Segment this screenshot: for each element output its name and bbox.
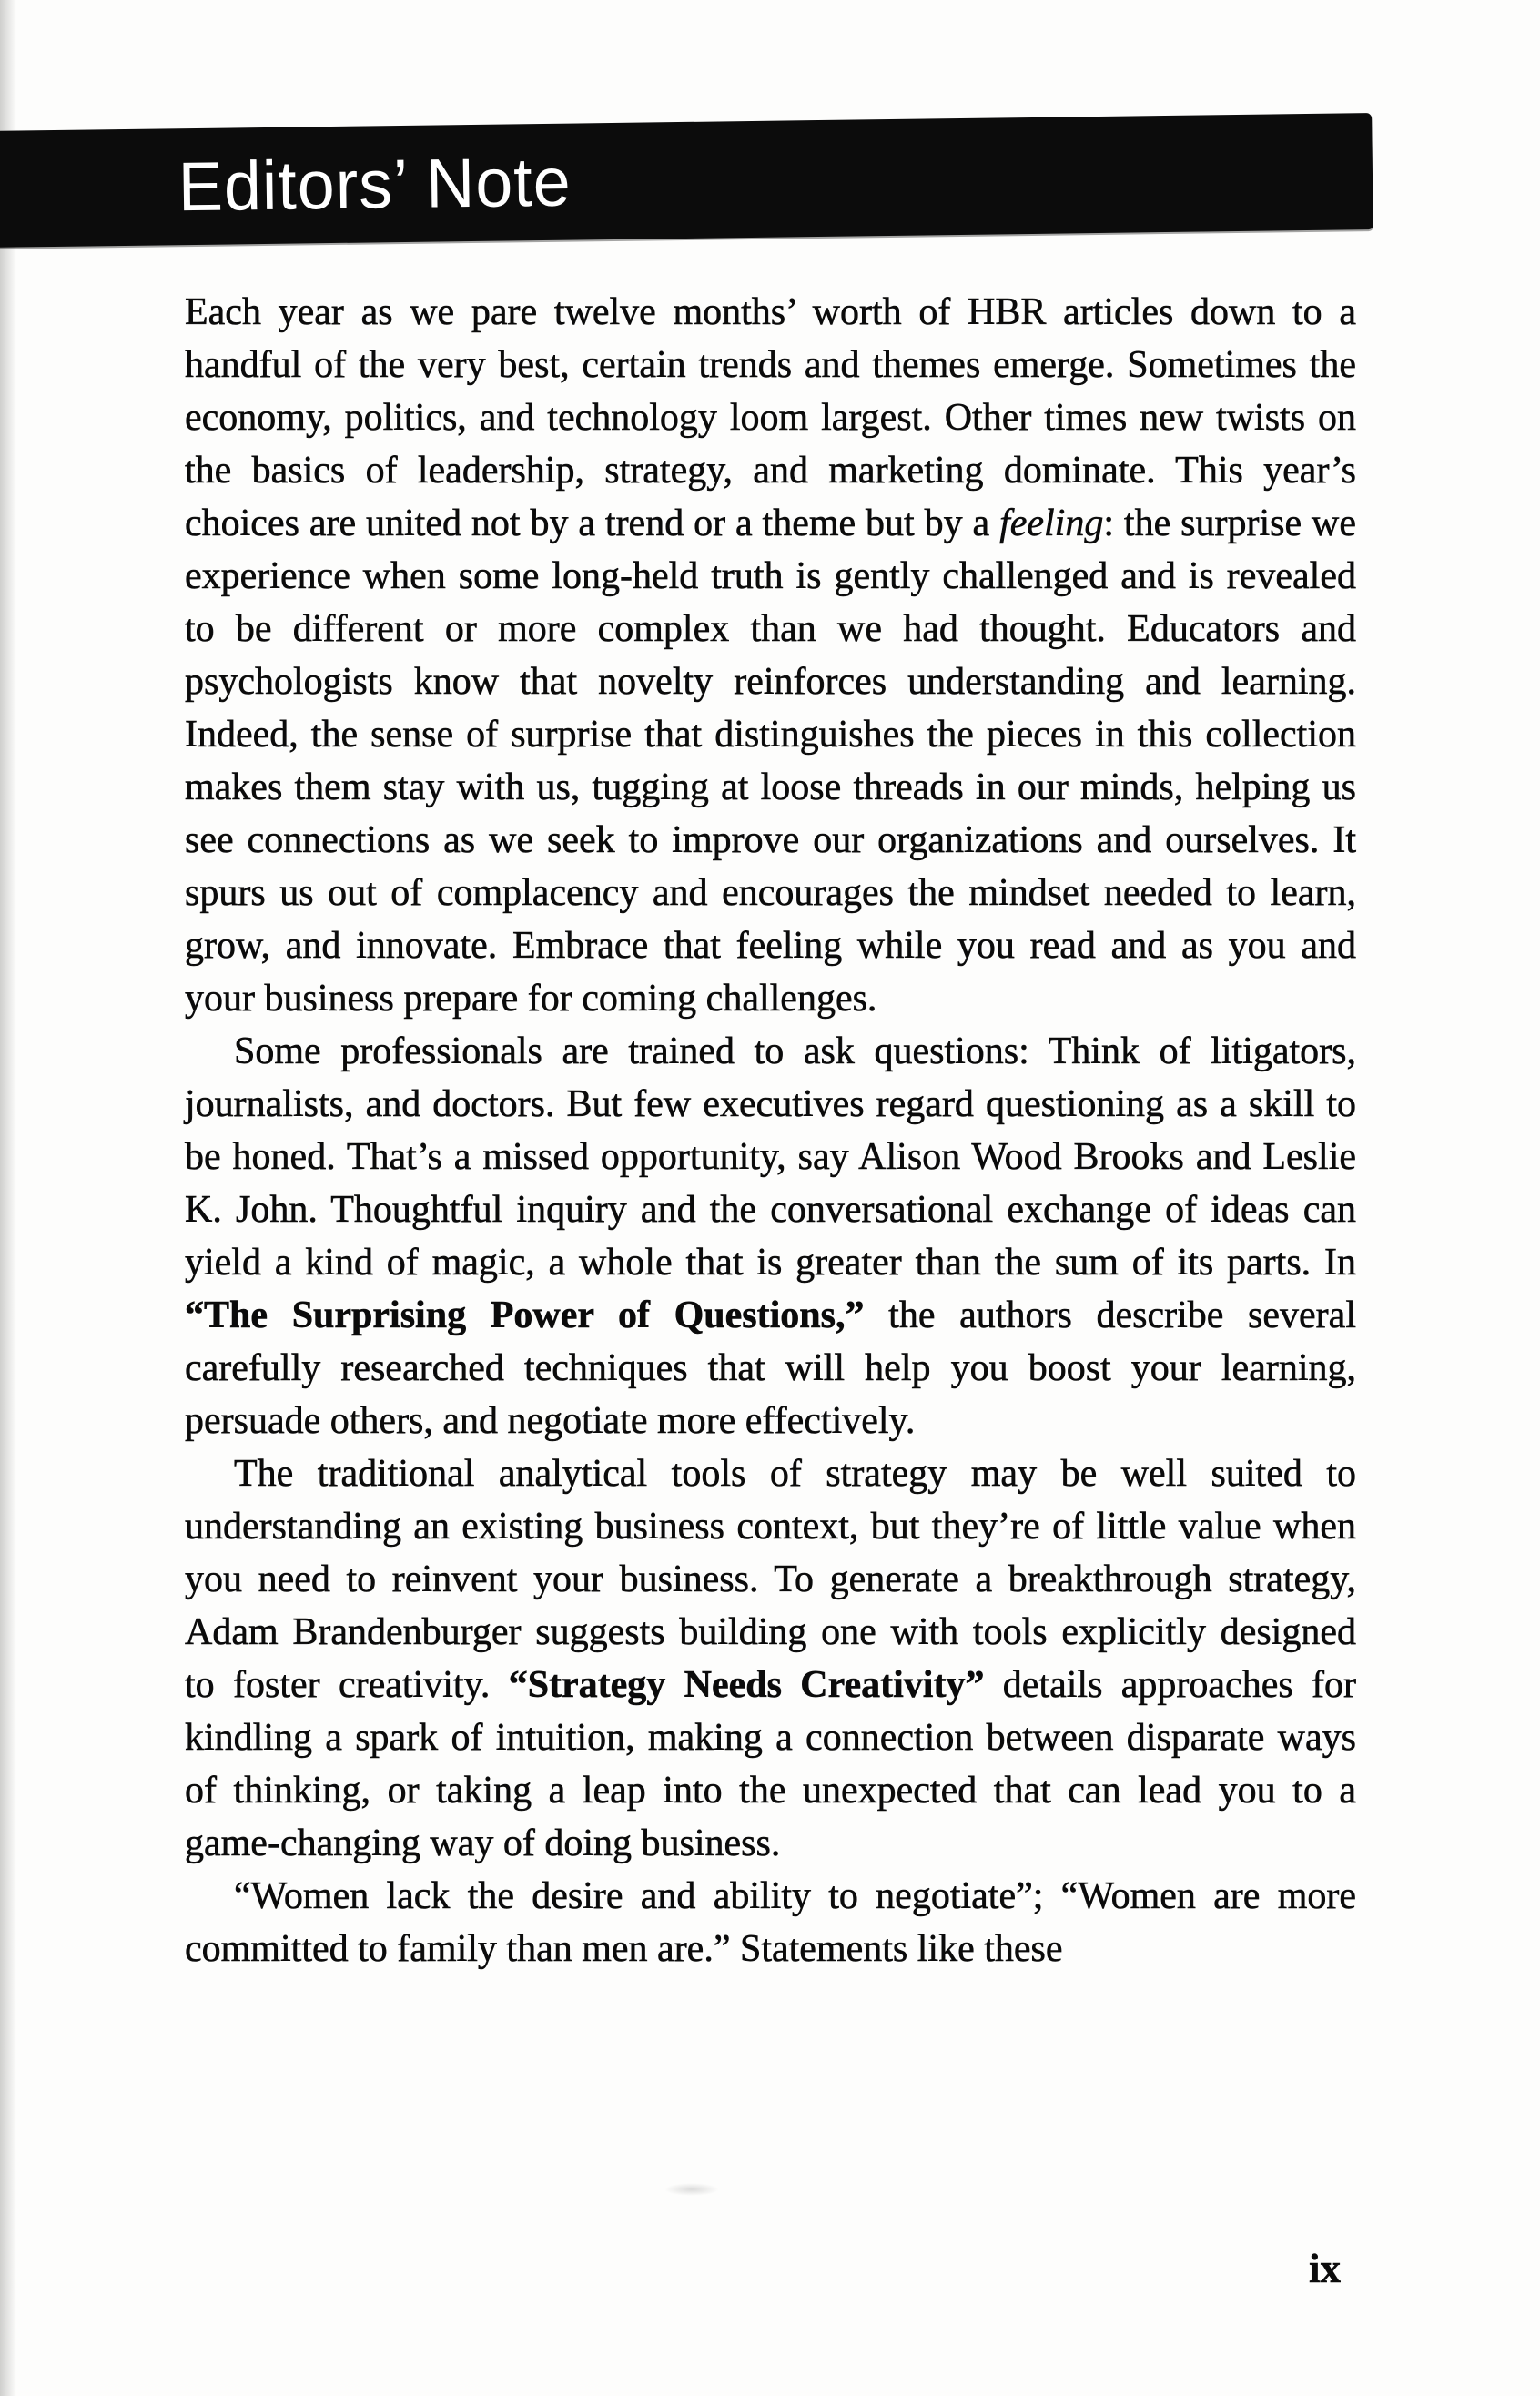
text-segment: The traditional analytical tools of strategy may be well suited to understanding an existing business context, but they’re of little value when you need to reinvent your business. To generate a breakthrough strategy, Adam Brandenburger suggests building one with tools explicitly designed to foster creativity. [185,1453,1356,1706]
bold-article-title: “The Surprising Power of Questions,” [185,1294,865,1336]
paragraph-4 [185,1870,1356,1975]
text-segment: : the surprise we experience when some long-held truth is gently challenged and is revealed to be different or more complex than we had thought. Educators and psychologists know that novelty reinforces understanding and learning. Indeed, the sense of surprise that distinguishes the pieces in this collection makes them stay with us, tugging at loose threads in our minds, helping us see connections as we seek to improve our organizations and ourselves. It spurs us out of complacency and encourages the mindset needed to learn, grow, and innovate. Embrace that feeling while you read and as you and your business prepare for coming challenges. [185,503,1356,1020]
text-segment: Each year as we pare twelve months’ worth of HBR articles down to a handful of the very best, certain trends and themes emerge. Sometimes the economy, politics, and technology loom largest. Other times new twists on the basics of leadership, strategy, and marketing dominate. This year’s choices are united not by a trend or a theme but by a [185,291,1356,544]
page-title: Editors’ Note [177,143,572,226]
text-segment: “Women lack the desire and ability to negotiate”; “Women are more committed to family than men are.” Statements like these [185,1875,1356,1970]
text-segment: details approaches for kindling a spark of intuition, making a connection between disparate ways of thinking, or taking a leap into the unexpected that can lead you to a game-changing way of doing business. [185,1664,1356,1864]
paragraph-3 [185,1447,1356,1870]
body-text [185,286,1356,1975]
text-segment: Some professionals are trained to ask questions: Think of litigators, journalists, and doctors. But few executives regard questioning as a skill to be honed. That’s a missed opportunity, say Alison Wood Brooks and Leslie K. John. Thoughtful inquiry and the conversational exchange of ideas can yield a kind of magic, a whole that is greater than the sum of its parts. In [185,1030,1356,1284]
scan-gutter-shadow [0,0,18,2396]
text-segment: the authors describe several carefully researched techniques that will help you boost your learning, persuade others, and negotiate more effectively. [185,1294,1356,1442]
italic-emphasis: feeling [999,503,1104,544]
paragraph-1 [185,286,1356,1025]
scan-smudge [664,2183,719,2196]
section-header-banner [0,113,1373,248]
page-number: ix [1309,2246,1342,2291]
paragraph-2 [185,1025,1356,1447]
bold-article-title: “Strategy Needs Creativity” [508,1664,985,1706]
